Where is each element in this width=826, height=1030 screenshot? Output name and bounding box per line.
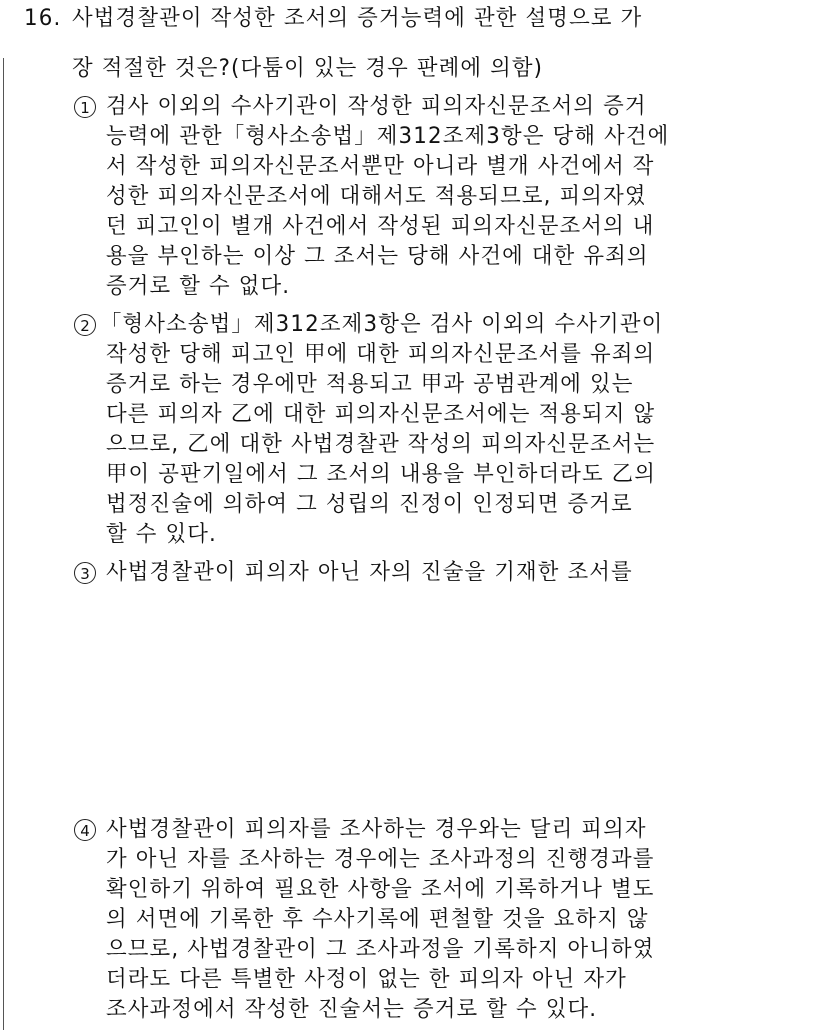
- margin-rule: [3, 58, 4, 1030]
- option-text-line: 던 피고인이 별개 사건에서 작성된 피의자신문조서의 내: [106, 214, 655, 239]
- option-text-line: 가 아닌 자를 조사하는 경우에는 조사과정의 진행경과를: [106, 847, 655, 872]
- option-text-line: 성한 피의자신문조서에 대해서도 적용되므로, 피의자였: [106, 184, 647, 209]
- question-text-line: 장 적절한 것은?(다툼이 있는 경우 판례에 의함): [72, 56, 544, 81]
- option-marker-4[interactable]: 4: [74, 819, 96, 841]
- option-text-line: 조사과정에서 작성한 진술서는 증거로 할 수 있다.: [106, 997, 598, 1022]
- option-text-line: 검사 이외의 수사기관이 작성한 피의자신문조서의 증거: [106, 94, 647, 119]
- option-text-line: 용을 부인하는 이상 그 조서는 당해 사건에 대한 유죄의: [106, 244, 649, 269]
- question-number: 16.: [24, 6, 62, 31]
- option-text-line: 甲이 공판기일에서 그 조서의 내용을 부인하더라도 乙의: [106, 462, 657, 487]
- option-text-line: 능력에 관한「형사소송법」제312조제3항은 당해 사건에: [106, 124, 670, 149]
- option-text-line: 증거로 할 수 없다.: [106, 274, 291, 299]
- option-text-line: 할 수 있다.: [106, 522, 217, 547]
- option-text-line: 으므로, 乙에 대한 사법경찰관 작성의 피의자신문조서는: [106, 432, 656, 457]
- option-text-line: 다른 피의자 乙에 대한 피의자신문조서에는 적용되지 않: [106, 402, 656, 427]
- option-text-line: 법정진술에 의하여 그 성립의 진정이 인정되면 증거로: [106, 492, 633, 517]
- question-text-line: 사법경찰관이 작성한 조서의 증거능력에 관한 설명으로 가: [72, 6, 643, 31]
- option-text-line: 사법경찰관이 피의자 아닌 자의 진술을 기재한 조서를: [106, 560, 633, 585]
- option-marker-3[interactable]: 3: [74, 562, 96, 584]
- option-text-line: 의 서면에 기록한 후 수사기록에 편철할 것을 요하지 않: [106, 907, 649, 932]
- option-text-line: 증거로 하는 경우에만 적용되고 甲과 공범관계에 있는: [106, 372, 634, 397]
- option-text-line: 서 작성한 피의자신문조서뿐만 아니라 별개 사건에서 작: [106, 154, 655, 179]
- option-text-line: 확인하기 위하여 필요한 사항을 조서에 기록하거나 별도: [106, 877, 655, 902]
- option-text-line: 으므로, 사법경찰관이 그 조사과정을 기록하지 아니하였: [106, 937, 655, 962]
- option-marker-2[interactable]: 2: [74, 314, 96, 336]
- option-text-line: 사법경찰관이 피의자를 조사하는 경우와는 달리 피의자: [106, 817, 647, 842]
- option-text-line: 작성한 당해 피고인 甲에 대한 피의자신문조서를 유죄의: [106, 342, 656, 367]
- option-text-line: 더라도 다른 특별한 사정이 없는 한 피의자 아닌 자가: [106, 967, 627, 992]
- option-text-line: 「형사소송법」제312조제3항은 검사 이외의 수사기관이: [100, 312, 664, 337]
- option-marker-1[interactable]: 1: [74, 96, 96, 118]
